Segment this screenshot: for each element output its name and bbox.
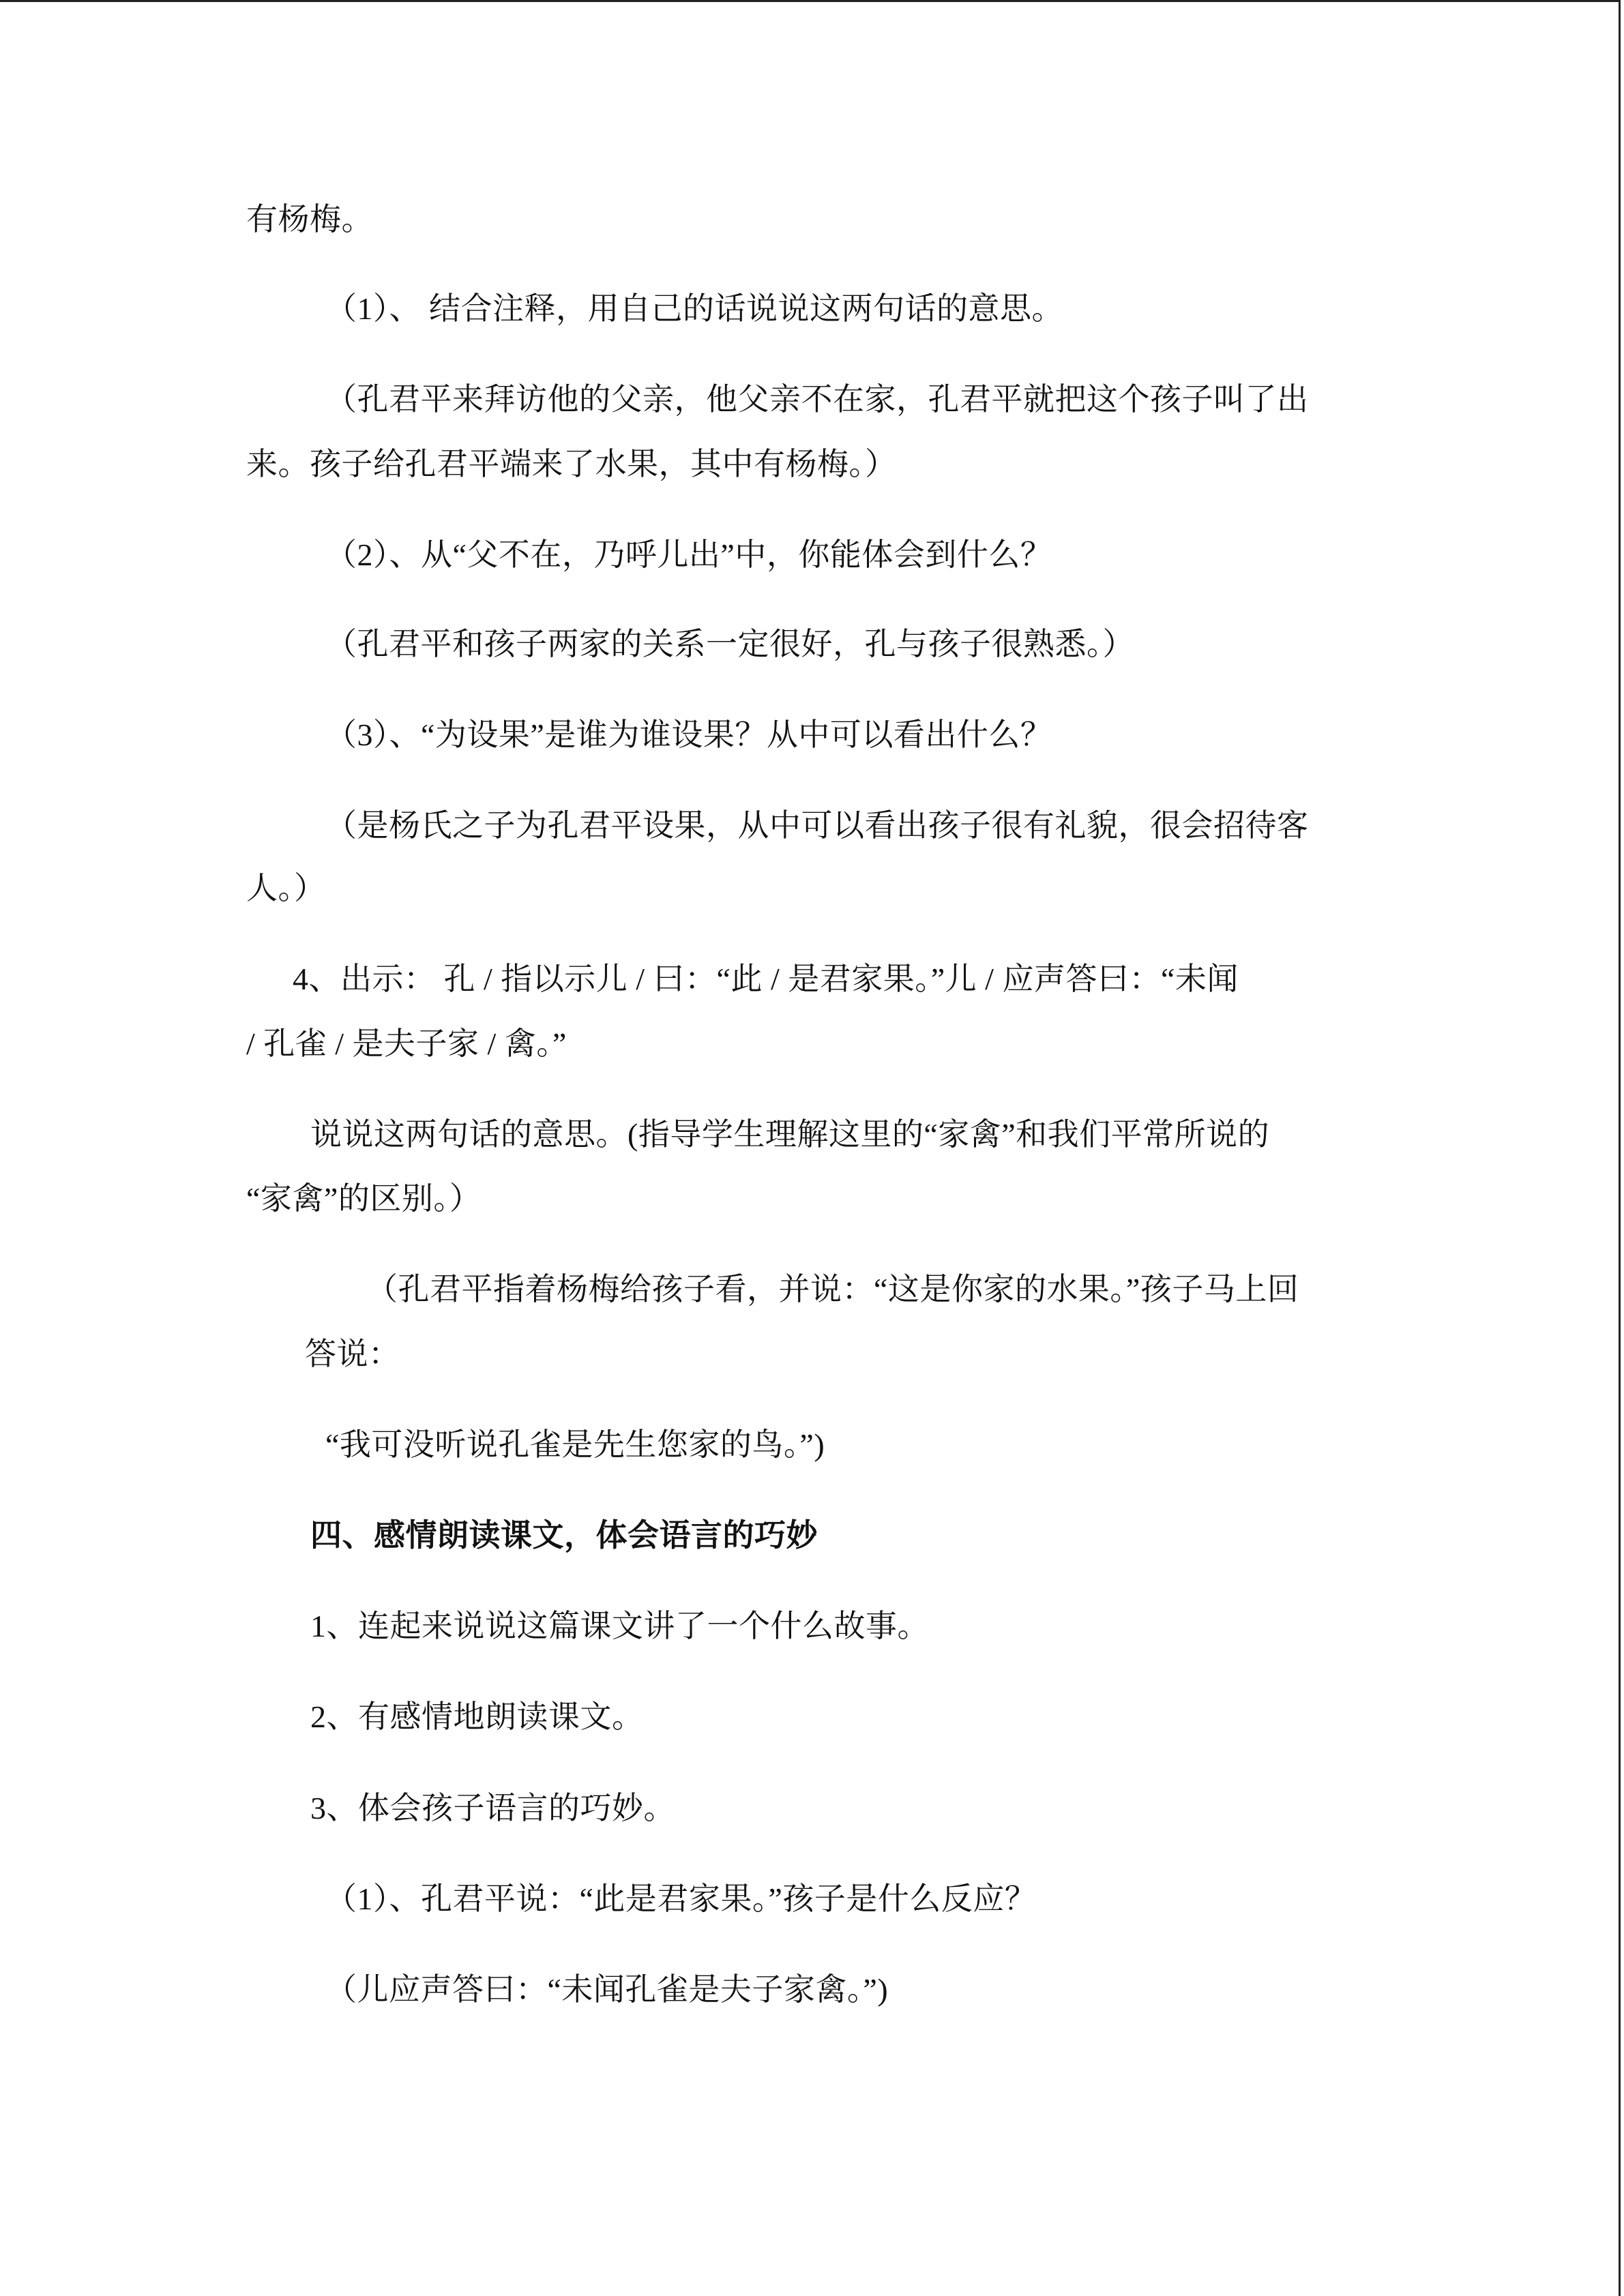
translation-line-2: 答说： — [305, 1337, 400, 1371]
translation-line-3: “我可没听说孔雀是先生您家的鸟。”) — [325, 1427, 825, 1462]
instruction-line-1: 说说这两句话的意思。(指导学生理解这里的“家禽”和我们平常所说的 — [310, 1117, 1270, 1152]
question-2: （2）、从“父不在，乃呼儿出”中，你能体会到什么？ — [325, 537, 1052, 572]
list-item-1: 1、连起来说说这篇课文讲了一个什么故事。 — [310, 1609, 929, 1643]
translation-line-1: （孔君平指着杨梅给孩子看，并说：“这是你家的水果。”孩子马上回 — [366, 1272, 1299, 1307]
step-4-line-2: / 孔雀 / 是夫子家 / 禽。” — [246, 1026, 567, 1061]
answer-1-line-1: （孔君平来拜访他的父亲，他父亲不在家，孔君平就把这个孩子叫了出 — [325, 382, 1309, 417]
text-line-continuation: 有杨梅。 — [246, 202, 373, 237]
answer-3-line-2: 人。） — [246, 871, 326, 906]
section-heading: 四、感情朗读课文，体会语言的巧妙 — [310, 1518, 818, 1553]
instruction-line-2: “家禽”的区别。） — [246, 1181, 482, 1216]
list-item-3: 3、体会孩子语言的巧妙。 — [310, 1791, 675, 1825]
answer-3-line-1: （是杨氏之子为孔君平设果，从中可以看出孩子很有礼貌，很会招待客 — [325, 808, 1309, 843]
answer-1-line-2: 来。孩子给孔君平端来了水果，其中有杨梅。） — [246, 447, 897, 481]
list-item-2: 2、有感情地朗读课文。 — [310, 1699, 644, 1734]
question-3: （3）、“为设果”是谁为谁设果？从中可以看出什么？ — [325, 717, 1052, 752]
sub-answer-1: （儿应声答曰：“未闻孔雀是夫子家禽。”) — [325, 1972, 889, 2007]
question-1: （1）、 结合注释，用自己的话说说这两句话的意思。 — [325, 291, 1063, 326]
answer-2: （孔君平和孩子两家的关系一定很好，孔与孩子很熟悉。） — [325, 627, 1134, 661]
step-4-line-1: 4、出示： 孔 / 指以示儿 / 曰：“此 / 是君家果。”儿 / 应声答曰：“未闻 — [293, 961, 1239, 996]
sub-question-1: （1）、孔君平说：“此是君家果。”孩子是什么反应？ — [325, 1881, 1037, 1916]
